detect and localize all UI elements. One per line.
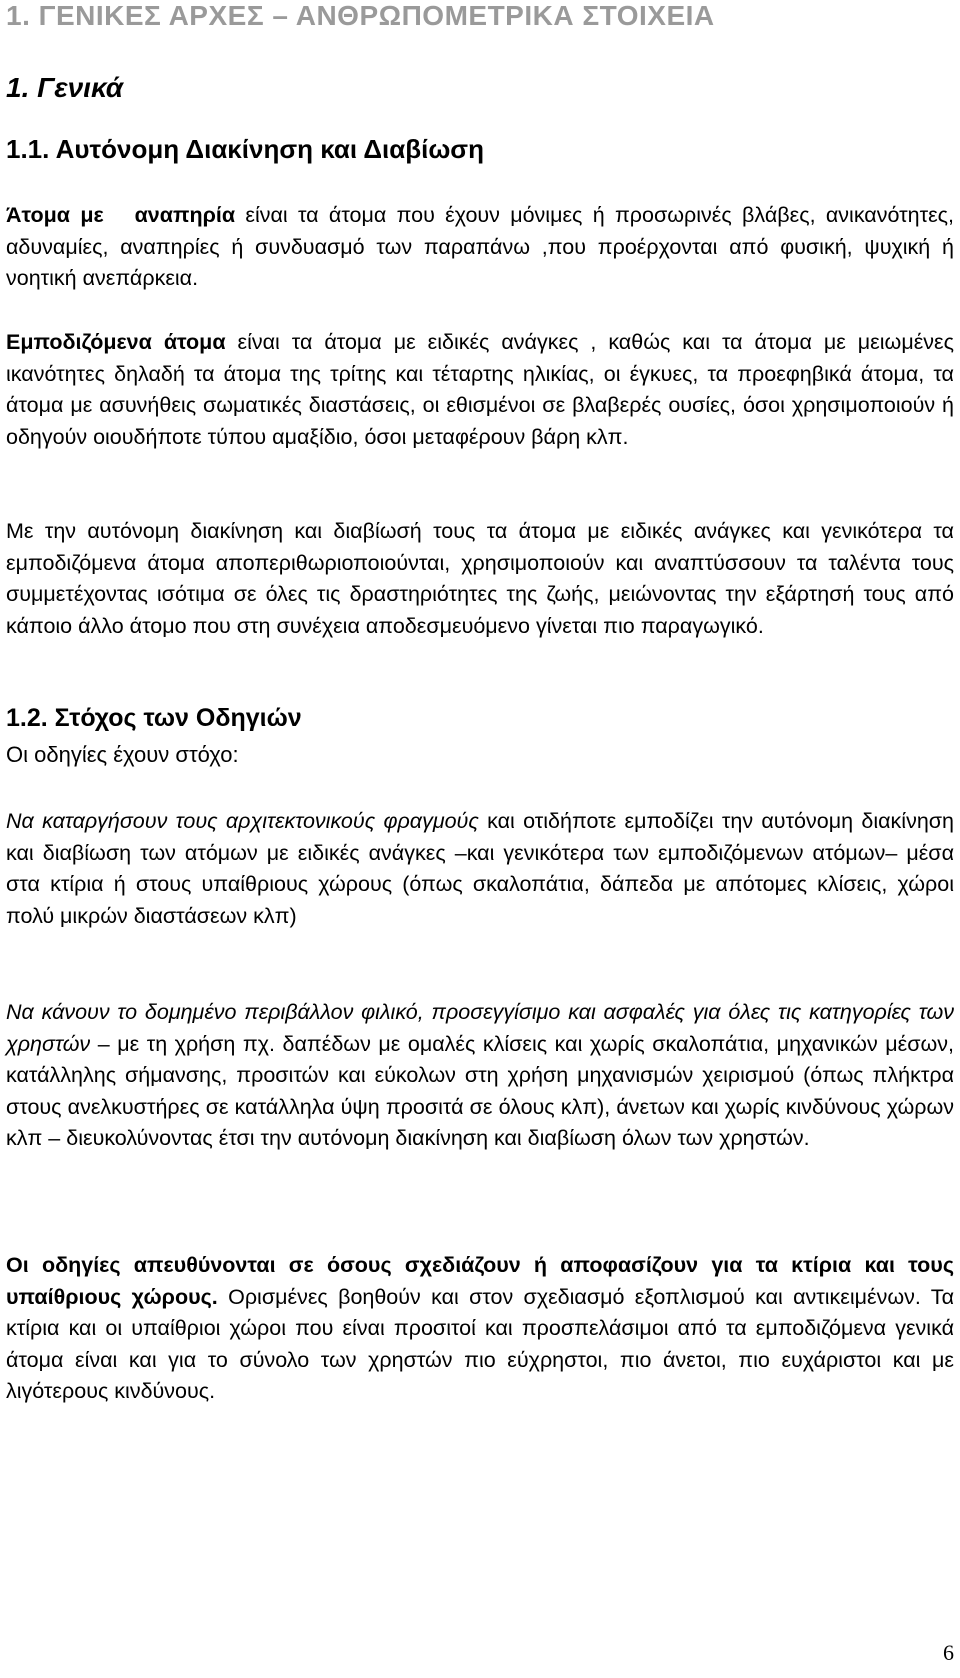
paragraph-disabled-persons: [6, 200, 954, 295]
paragraph-goal-environment: [6, 997, 954, 1155]
paragraph-text: είναι τα άτομα με ειδικές ανάγκες , καθώς και τα άτομα με μειωμένες ικανότητες δηλαδή τα άτομα της τρίτης και τέταρτης ηλικίας, οι έγκυες, τα προεφηβικά άτομα, τα άτομα με ασυνήθεις σωματικές διαστάσεις, οι εθισμένοι σε βλαβερές ουσίες, όσοι χρησιμοποιούν ή οδηγούν οιουδήποτε τύπου αμαξίδιο, όσοι μεταφέρουν βάρη κλπ.: [6, 330, 954, 449]
paragraph-autonomous-living: [6, 516, 954, 642]
paragraph-hindered-persons: [6, 327, 954, 453]
paragraph-goal-barriers: [6, 806, 954, 932]
main-title: 1. ΓΕΝΙΚΕΣ ΑΡΧΕΣ – ΑΝΘΡΩΠΟΜΕΤΡΙΚΑ ΣΤΟΙΧΕΙΑ: [6, 0, 715, 31]
subsection-2-intro: Οι οδηγίες έχουν στόχο:: [6, 742, 239, 767]
paragraph-text: – με τη χρήση πχ. δαπέδων με ομαλές κλίσεις και χωρίς σκαλοπάτια, μηχανικών μέσων, κατάλληλης σήμανσης, προσιτών και εύκολων στη χρήση μηχανισμών χειρισμού (όπως πλήκτρα στους ανελκυστήρες σε κατάλληλα ύψη προσιτά σε όλους κλπ), άνετων και χωρίς κινδύνους χώρων κλπ – διευκολύνοντας έτσι την αυτόνομη διακίνηση και διαβίωση όλων των χρηστών.: [6, 1031, 954, 1150]
subsection-2-heading: Στόχος των Οδηγιών: [54, 704, 302, 732]
paragraph-bold-term: Άτομα με: [6, 203, 104, 227]
paragraph-bold-term: Εμποδιζόμενα άτομα: [6, 330, 226, 354]
paragraph-text: Με την αυτόνομη διακίνηση και διαβίωσή τους τα άτομα με ειδικές ανάγκες και γενικότερα τα εμποδιζόμενα άτομα αποπεριθωριοποιούνται, χρησιμοποιούν και αναπτύσσουν τα ταλέντα τους συμμετέχοντας ισότιμα σε όλες τις δραστηριότητες της ζωής, μειώνοντας την εξάρτησή τους από κάποιο άλλο άτομο που στη συνέχεια αποδεσμευόμενο γίνεται πιο παραγωγικό.: [6, 519, 954, 638]
paragraph-text: είναι τα άτομα που έχουν μόνιμες ή προσωρινές βλάβες, ανικανότητες, αδυναμίες, αναπηρίες ή συνδυασμό των παραπάνω ,που προέρχονται από φυσική, ψυχική ή νοητική ανεπάρκεια.: [6, 203, 955, 290]
subsection-2-title: [6, 704, 302, 733]
paragraph-text: Ορισμένες βοηθούν και στον σχεδιασμό εξοπλισμού και αντικειμένων. Τα κτίρια και οι υπαίθριοι χώροι που είναι προσιτοί και προσπελάσιμοι από τα εμποδιζόμενα γενικά άτομα είναι και για το σύνολο των χρηστών πιο εύχρηστοι, πιο άνετοι, πιο ευχάριστοι και με λιγότερους κινδύνους.: [6, 1284, 955, 1403]
paragraph-bold-phrase: Οι οδηγίες απευθύνονται σε όσους σχεδιάζουν ή αποφασίζουν για τα κτίρια και τους υπαίθριους χώρους.: [6, 1253, 954, 1309]
paragraph-text: και οτιδήποτε εμποδίζει την αυτόνομη διακίνηση και διαβίωση των ατόμων με ειδικές ανάγκες –και γενικότερα των εμποδιζόμενων ατόμων– μέσα στα κτίρια ή στους υπαίθριους χώρους (όπως σκαλοπάτια, δάπεδα με απότομες κλίσεις, χώροι πολύ μικρών διαστάσεων κλπ): [6, 809, 955, 928]
section-title: 1. Γενικά: [6, 72, 124, 103]
paragraph-audience: [6, 1250, 954, 1408]
subsection-2-number: 1.2.: [6, 704, 55, 732]
paragraph-italic-phrase: Να κάνουν το δομημένο περιβάλλον φιλικό, προσεγγίσιμο και ασφαλές για όλες τις κατηγορίες των χρηστών: [6, 1000, 954, 1056]
paragraph-italic-phrase: Να καταργήσουν τους αρχιτεκτονικούς φραγμούς: [6, 809, 479, 833]
paragraph-bold-term: αναπηρία: [134, 203, 236, 227]
page-number: 6: [943, 1640, 954, 1665]
subsection-title: 1.1. Αυτόνομη Διακίνηση και Διαβίωση: [6, 134, 484, 164]
